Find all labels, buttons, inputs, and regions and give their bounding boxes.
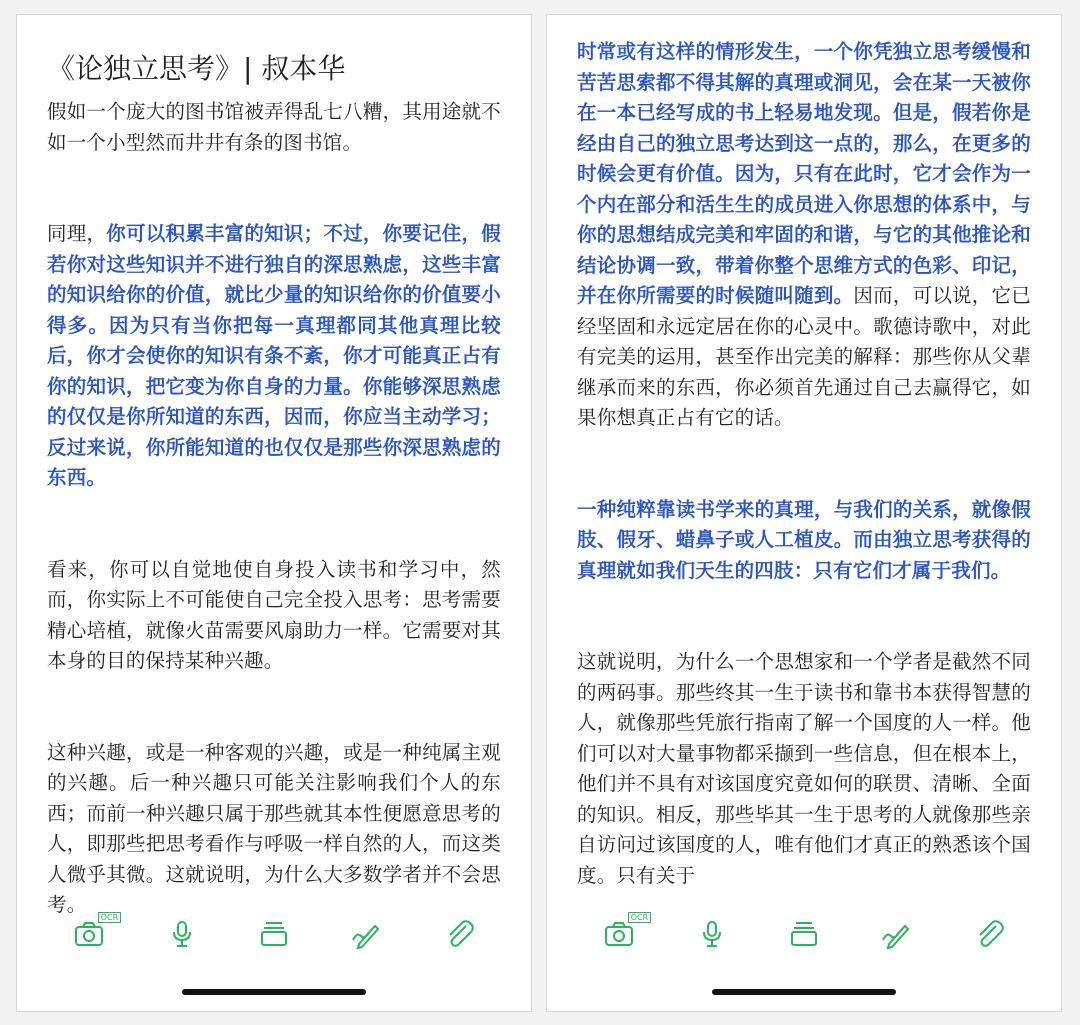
blank-line <box>47 494 501 555</box>
editor-toolbar <box>547 909 1061 959</box>
paragraph-1-plain: 因而，可以说，它已经坚固和永远定居在你的心灵中。歌德诗歌中，对此有完美的运用，甚至作出完美的解释：那些你从父辈继承而来的东西，你必须首先通过自己去赢得它，如果你想真正占有它的话。 <box>577 284 1031 429</box>
home-indicator[interactable] <box>712 989 896 995</box>
paragraph-3: 这就说明，为什么一个思想家和一个学者是截然不同的两码事。那些终其一生于读书和靠书本获得智慧的人，就像那些凭旅行指南了解一个国度的人一样。他们可以对大量事物都采撷到一些信息，但在根本上，他们并不具有对该国度究竟如何的联贯、清晰、全面的知识。相反，那些毕其一生于思考的人就像那些亲自访问过该国度的人，唯有他们才真正的熟悉该个国度。只有关于 <box>577 650 1031 887</box>
voice-input-button[interactable] <box>690 912 734 956</box>
microphone-icon <box>169 920 195 948</box>
handwriting-button[interactable] <box>874 912 918 956</box>
paragraph-4: 这种兴趣，或是一种客观的兴趣，或是一种纯属主观的兴趣。后一种兴趣只可能关注影响我们个人的东西；而前一种兴趣只属于那些就其本性便愿意思考的人，即那些把思考看作与呼吸一样自然的人，而这类人微乎其微。这就说明，为什么大多数学者并不会思考。 <box>47 740 501 916</box>
ocr-badge: OCR <box>628 912 651 923</box>
ocr-badge: OCR <box>98 912 121 923</box>
paperclip-icon <box>974 920 1004 948</box>
attachment-button[interactable] <box>967 912 1011 956</box>
paragraph-1-highlight: 时常或有这样的情形发生，一个你凭独立思考缓慢和苦苦思索都不得其解的真理或洞见，会在某一天被你在一本已经写成的书上轻易地发现。但是，假若你是经由自己的独立思考达到这一点的，那么，在更多的时候会更有价值。因为，只有在此时，它才会作为一个内在部分和活生生的成员进入你思想的体系中，与你的思想结成完美和牢固的和谐，与它的其他推论和结论协调一致，带着你整个思维方式的色彩、印记，并在你所需要的时候随叫随到。 <box>577 40 1031 307</box>
editor-toolbar <box>17 909 531 959</box>
right-phone-screen <box>546 14 1062 1012</box>
paragraph-2-plain: 同理， <box>47 222 107 245</box>
stack-button[interactable] <box>782 912 826 956</box>
pen-icon <box>351 920 381 948</box>
camera-ocr-button[interactable] <box>67 912 119 956</box>
pen-icon <box>881 920 911 948</box>
stack-button[interactable] <box>252 912 296 956</box>
attachment-button[interactable] <box>437 912 481 956</box>
note-content[interactable] <box>577 37 1031 901</box>
paragraph-2 <box>47 219 501 494</box>
stack-icon <box>790 921 818 947</box>
paragraph-2: 一种纯粹靠读书学来的真理，与我们的关系，就像假肢、假牙、蜡鼻子或人工植皮。而由独立思考获得的真理就如我们天生的四肢：只有它们才属于我们。 <box>577 497 1031 582</box>
stack-icon <box>260 921 288 947</box>
paragraph-3: 看来，你可以自觉地使自身投入读书和学习中，然而，你实际上不可能使自己完全投入思考：思考需要精心培植，就像火苗需要风扇助力一样。它需要对其本身的目的保持某种兴趣。 <box>47 557 501 672</box>
home-indicator[interactable] <box>182 989 366 995</box>
blank-line <box>577 434 1031 495</box>
paperclip-icon <box>444 920 474 948</box>
left-phone-screen <box>16 14 532 1012</box>
paragraph-1 <box>577 37 1031 434</box>
camera-ocr-button[interactable] <box>597 912 649 956</box>
paragraph-2-highlight: 你可以积累丰富的知识；不过，你要记住，假若你对这些知识并不进行独自的深思熟虑，这些丰富的知识给你的价值，就比少量的知识给你的价值要小得多。因为只有当你把每一真理都同其他真理比较后，你才会使你的知识有条不紊，你才可能真正占有你的知识，把它变为你自身的力量。你能够深思熟虑的仅仅是你所知道的东西，因而，你应当主动学习；反过来说，你所能知道的也仅仅是那些你深思熟虑的东西。 <box>47 222 501 489</box>
note-title: 《论独立思考》| 叔本华 <box>47 52 346 85</box>
microphone-icon <box>699 920 725 948</box>
note-content[interactable] <box>47 15 501 916</box>
camera-icon <box>604 921 634 947</box>
blank-line <box>577 586 1031 647</box>
camera-icon <box>74 921 104 947</box>
voice-input-button[interactable] <box>160 912 204 956</box>
paragraph-1: 假如一个庞大的图书馆被弄得乱七八糟，其用途就不如一个小型然而井井有条的图书馆。 <box>47 100 501 154</box>
blank-line <box>47 158 501 219</box>
handwriting-button[interactable] <box>344 912 388 956</box>
blank-line <box>47 677 501 738</box>
